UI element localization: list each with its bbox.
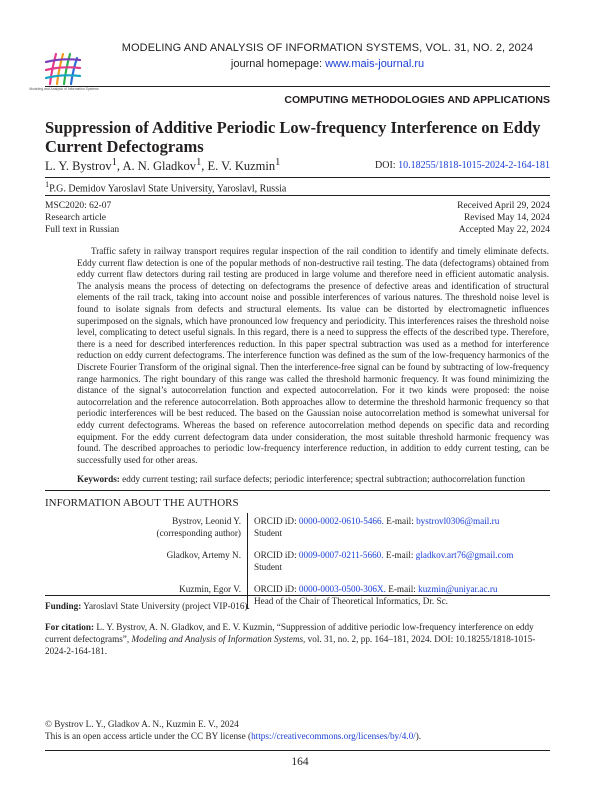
citation	[45, 621, 550, 657]
license-link[interactable]: https://creativecommons.org/licenses/by/4.0/	[251, 731, 416, 741]
author-position: Student	[254, 562, 283, 572]
info-heading: INFORMATION ABOUT THE AUTHORS	[45, 497, 239, 509]
orcid-link[interactable]: 0009-0007-0211-5660.	[298, 550, 384, 560]
author-info-name	[45, 513, 248, 547]
received-date: Received April 29, 2024	[457, 201, 550, 211]
email-label: E-mail:	[386, 516, 414, 526]
keywords	[77, 473, 550, 485]
accepted-date: Accepted May 22, 2024	[458, 225, 550, 235]
article-meta-left	[45, 200, 119, 236]
funding-text: Yaroslavl State University (project VIP-016).	[83, 601, 250, 611]
homepage-label: journal homepage:	[230, 58, 323, 70]
author-info-row	[45, 547, 550, 581]
copyright-text: © Bystrov L. Y., Gladkov A. N., Kuzmin E. V., 2024	[45, 719, 239, 729]
affiliation-sup: 1	[45, 180, 50, 189]
license-text	[45, 730, 421, 742]
author-info-details	[248, 547, 551, 581]
orcid-link[interactable]: 0000-0002-0610-5466.	[298, 516, 384, 526]
citation-details: vol. 31, no. 2, pp. 164–181, 2024. DOI: 10.18255/1818-1015-2024-2-164-181.	[45, 634, 536, 656]
funding-label: Funding:	[45, 601, 82, 611]
author-name: L. Y. Bystrov	[45, 159, 112, 174]
info-bottom-rule	[45, 595, 550, 596]
msc-code: MSC2020: 62-07	[45, 201, 112, 211]
author-position: Student	[254, 528, 283, 538]
article-type: Research article	[45, 213, 106, 223]
email-link[interactable]: bystrovl0306@mail.ru	[416, 516, 500, 526]
header-rule	[45, 86, 550, 87]
orcid-link[interactable]: 0000-0003-0500-306X.	[298, 584, 386, 594]
author-affil-sup: 1	[275, 157, 281, 168]
affiliation	[45, 180, 286, 194]
info-top-rule	[45, 490, 550, 491]
section-heading: COMPUTING METHODOLOGIES AND APPLICATIONS	[284, 94, 550, 106]
author-name: E. V. Kuzmin	[207, 159, 276, 174]
abstract: Traffic safety in railway transport requires regular inspection of the rail condition to identify and timely eliminate defects. Eddy current flaw detection is one of the popular methods of non-destructive rail testing. The data (defectograms) obtained from eddy current flaw detectors during rail testing are produced in large volume and therefore need in efficient automatic analysis. The analysis means the process of detecting on defectograms the presence of defective areas and identification of structural elements of the rail track, taking into account noise and possible interferences of various natures. The threshold noise level is found to isolate signals from defects and structural elements. Its value can be distorted by electromagnetic influences superimposed on the signals, which have pronounced low frequency and periodicity. This interferences raises the threshold noise level, complicating to detect useful signals. In this regard, there is a need to suppress the effects of the described type. Therefore, there is a need for described interferences reduction. In this paper spectral subtraction was used as a method for interference reduction on eddy current defectograms. The interference function was defined as the sum of the low-frequency harmonics of the Discrete Fourier Transform of the original signal. Then the interference-free signal can be found by subtracting of low-frequency range harmonics. The right boundary of this range was called the threshold harmonic frequency. It was found minimizing the distance of the signal’s autocorrelation function and expected autocorrelation. For it two kinds were proposed: the noise autocorrelation and the reference autocorrelation. Both approaches allow to determine the threshold harmonic frequency so that periodic interferences will be best reduced. The based on the Gaussian noise autocorrelation method is somewhat universal for eddy current defectograms. Whereas the based on reference autocorrelation method depends on specific data and recording equipment. For the eddy current defectogram data under consideration, the most suitable threshold harmonic frequency was found. The described approaches to periodic low-frequency interference reduction, in addition to eddy current testing, can be successfully used for other areas.	[77, 246, 549, 465]
homepage-link[interactable]: www.mais-journal.ru	[325, 58, 425, 70]
doi	[375, 160, 550, 171]
keywords-text: eddy current testing; rail surface defects; periodic interference; spectral subtraction; authocorrelation function	[122, 474, 525, 484]
author-full-name: Gladkov, Artemy N.	[166, 550, 241, 560]
footer-rule	[45, 750, 550, 751]
fulltext-language: Full text in Russian	[45, 225, 120, 235]
doi-label: DOI:	[375, 160, 396, 171]
author-affil-sup: 1	[111, 157, 117, 168]
logo-caption: Modeling and Analysis of Information Systems	[29, 87, 99, 91]
copyright-block	[45, 718, 421, 742]
doi-link[interactable]: 10.18255/1818-1015-2024-2-164-181	[398, 160, 550, 171]
orcid-label: ORCID iD:	[254, 550, 297, 560]
journal-homepage	[105, 58, 550, 70]
author-affil-sup: 1	[196, 157, 202, 168]
citation-journal: Modeling and Analysis of Information Systems,	[131, 634, 306, 644]
journal-title: MODELING AND ANALYSIS OF INFORMATION SYSTEMS, VOL. 31, NO. 2, 2024	[121, 42, 534, 54]
page-number: 164	[291, 756, 309, 768]
license-prefix: This is an open access article under the CC BY license (	[45, 731, 252, 741]
author-name: A. N. Gladkov	[122, 159, 197, 174]
email-link[interactable]: kuzmin@uniyar.ac.ru	[418, 584, 498, 594]
journal-logo	[29, 48, 99, 96]
article-title: Suppression of Additive Periodic Low-frequency Interference on Eddy Current Defectograms	[45, 118, 541, 156]
revised-date: Revised May 14, 2024	[463, 213, 550, 223]
email-link[interactable]: gladkov.art76@gmail.com	[415, 550, 514, 560]
affiliation-text: P.G. Demidov Yaroslavl State University, Yaroslavl, Russia	[49, 183, 287, 195]
author-info-details	[248, 513, 551, 547]
license-suffix: ).	[415, 731, 422, 741]
author-info-row	[45, 513, 550, 547]
orcid-label: ORCID iD:	[254, 516, 297, 526]
author-role: (corresponding author)	[156, 528, 241, 538]
email-label: E-mail:	[385, 550, 414, 560]
citation-authors-title: L. Y. Bystrov, A. N. Gladkov, and E. V. Kuzmin, “Suppression of additive periodic low-frequency interference on eddy current defectograms”,	[45, 622, 534, 644]
author-full-name: Bystrov, Leonid Y.	[172, 516, 241, 526]
author-full-name: Kuzmin, Egor V.	[179, 584, 241, 594]
journal-logo-icon	[29, 48, 99, 96]
affiliation-top-rule	[45, 177, 550, 178]
citation-label: For citation:	[45, 622, 95, 632]
article-dates	[457, 200, 550, 236]
author-list: L. Y. Bystrov$^1$, A. N. Gladkov$^1$, E. V. Kuzmin$^1$	[45, 157, 281, 174]
keywords-label: Keywords:	[77, 474, 120, 484]
email-label: E-mail:	[388, 584, 416, 594]
funding	[45, 601, 250, 611]
orcid-label: ORCID iD:	[254, 584, 297, 594]
author-info-name	[45, 547, 248, 581]
author-position: Head of the Chair of Theoretical Informatics, Dr. Sc.	[254, 596, 448, 606]
affiliation-bottom-rule	[45, 195, 550, 196]
